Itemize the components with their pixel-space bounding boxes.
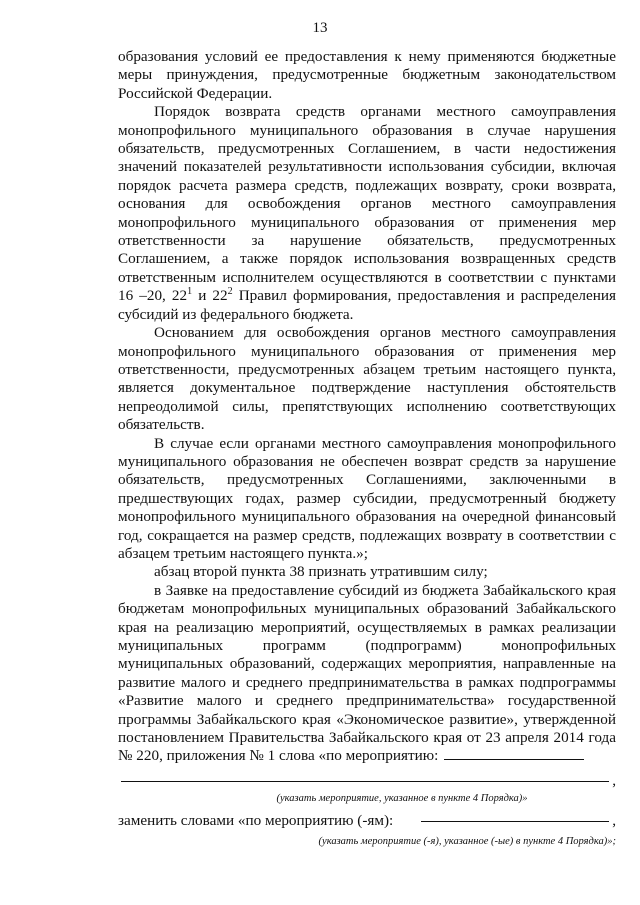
superscript-2: 2 <box>227 286 233 298</box>
blank-line-1 <box>121 781 609 782</box>
blank-line-row-1 <box>118 772 616 790</box>
paragraph-2 <box>118 103 616 324</box>
page-number: 13 <box>312 20 328 36</box>
superscript-1: 1 <box>187 286 193 298</box>
paragraph-5: абзац второй пункта 38 признать утратившим силу; <box>154 563 488 581</box>
blank-line-2-end: , <box>612 812 616 830</box>
document-body <box>118 48 616 849</box>
caption-1: (указать мероприятие, указанное в пункте 4 Порядка)» <box>276 793 528 805</box>
paragraph-2-text-a: Порядок возврата средств органами местного самоуправления монопрофильного муниципального образования в случае нарушения обязательств, предусмотренных Соглашением, в части недостижения значений показателей результативности использования субсидии, включая порядок расчета размера средств, подлежащих возврату, сроки возврата, основания для освобождения органов местного самоуправления монопрофильного муниципального образования от применения мер ответственности за нарушение обязательств, предусмотренных Соглашением, а также порядок использования возвращенных средств ответственным исполнителем осуществляются в соответствии с пунктами 16 –20, 22 <box>118 103 616 305</box>
blank-line-inline <box>444 759 584 760</box>
blank-line-2 <box>421 821 609 822</box>
paragraph-3: Основанием для освобождения органов местного самоуправления монопрофильного муниципального образования от применения мер ответственности, предусмотренных абзацем третьим настоящего пункта, является документальное подтверждение наступления обстоятельств непреодолимой силы, препятствующих исполнению соответствующих обязательств. <box>118 324 616 434</box>
replace-row <box>118 812 616 830</box>
paragraph-2-text-c: Правил формирования, предоставления и распределения субсидий из федерального бюджета. <box>118 287 616 323</box>
caption-2: (указать мероприятие (-я), указанное (-ые) в пункте 4 Порядка)»; <box>318 835 616 847</box>
paragraph-6-text: в Заявке на предоставление субсидий из бюджета Забайкальского края бюджетам монопрофильных муниципальных образований Забайкальского края на реализацию мероприятий, осуществляемых в рамках реализации муниципальных программ (подпрограмм) монопрофильных муниципальных образований, содержащих мероприятия, направленные на развитие малого и среднего предпринимательства в рамках подпрограммы «Развитие малого и среднего предпринимательства» государственной программы Забайкальского края «Экономическое развитие», утвержденной постановлением Правительства Забайкальского края от 23 апреля 2014 года № 220, приложения № 1 слова «по мероприятию: <box>118 581 616 765</box>
paragraph-6 <box>118 582 616 766</box>
blank-line-1-end: , <box>612 771 616 789</box>
paragraph-1: образования условий ее предоставления к нему применяются бюджетные меры принуждения, предусмотренные бюджетным законодательством Российской Федерации. <box>118 48 616 102</box>
paragraph-2-text-b: и 22 <box>192 287 228 305</box>
paragraph-4: В случае если органами местного самоуправления монопрофильного муниципального образования не обеспечен возврат средств за нарушение обязательств, предусмотренных Соглашениями, заключенными в предшествующих годах, размер субсидии, предусмотренный бюджету монопрофильного муниципального образования на очередной финансовый год, сокращается на размер средств, подлежащих возврату в соответствии с абзацем третьим настоящего пункта.»; <box>118 434 616 562</box>
replace-lead-text: заменить словами «по мероприятию (-ям): <box>118 812 394 830</box>
